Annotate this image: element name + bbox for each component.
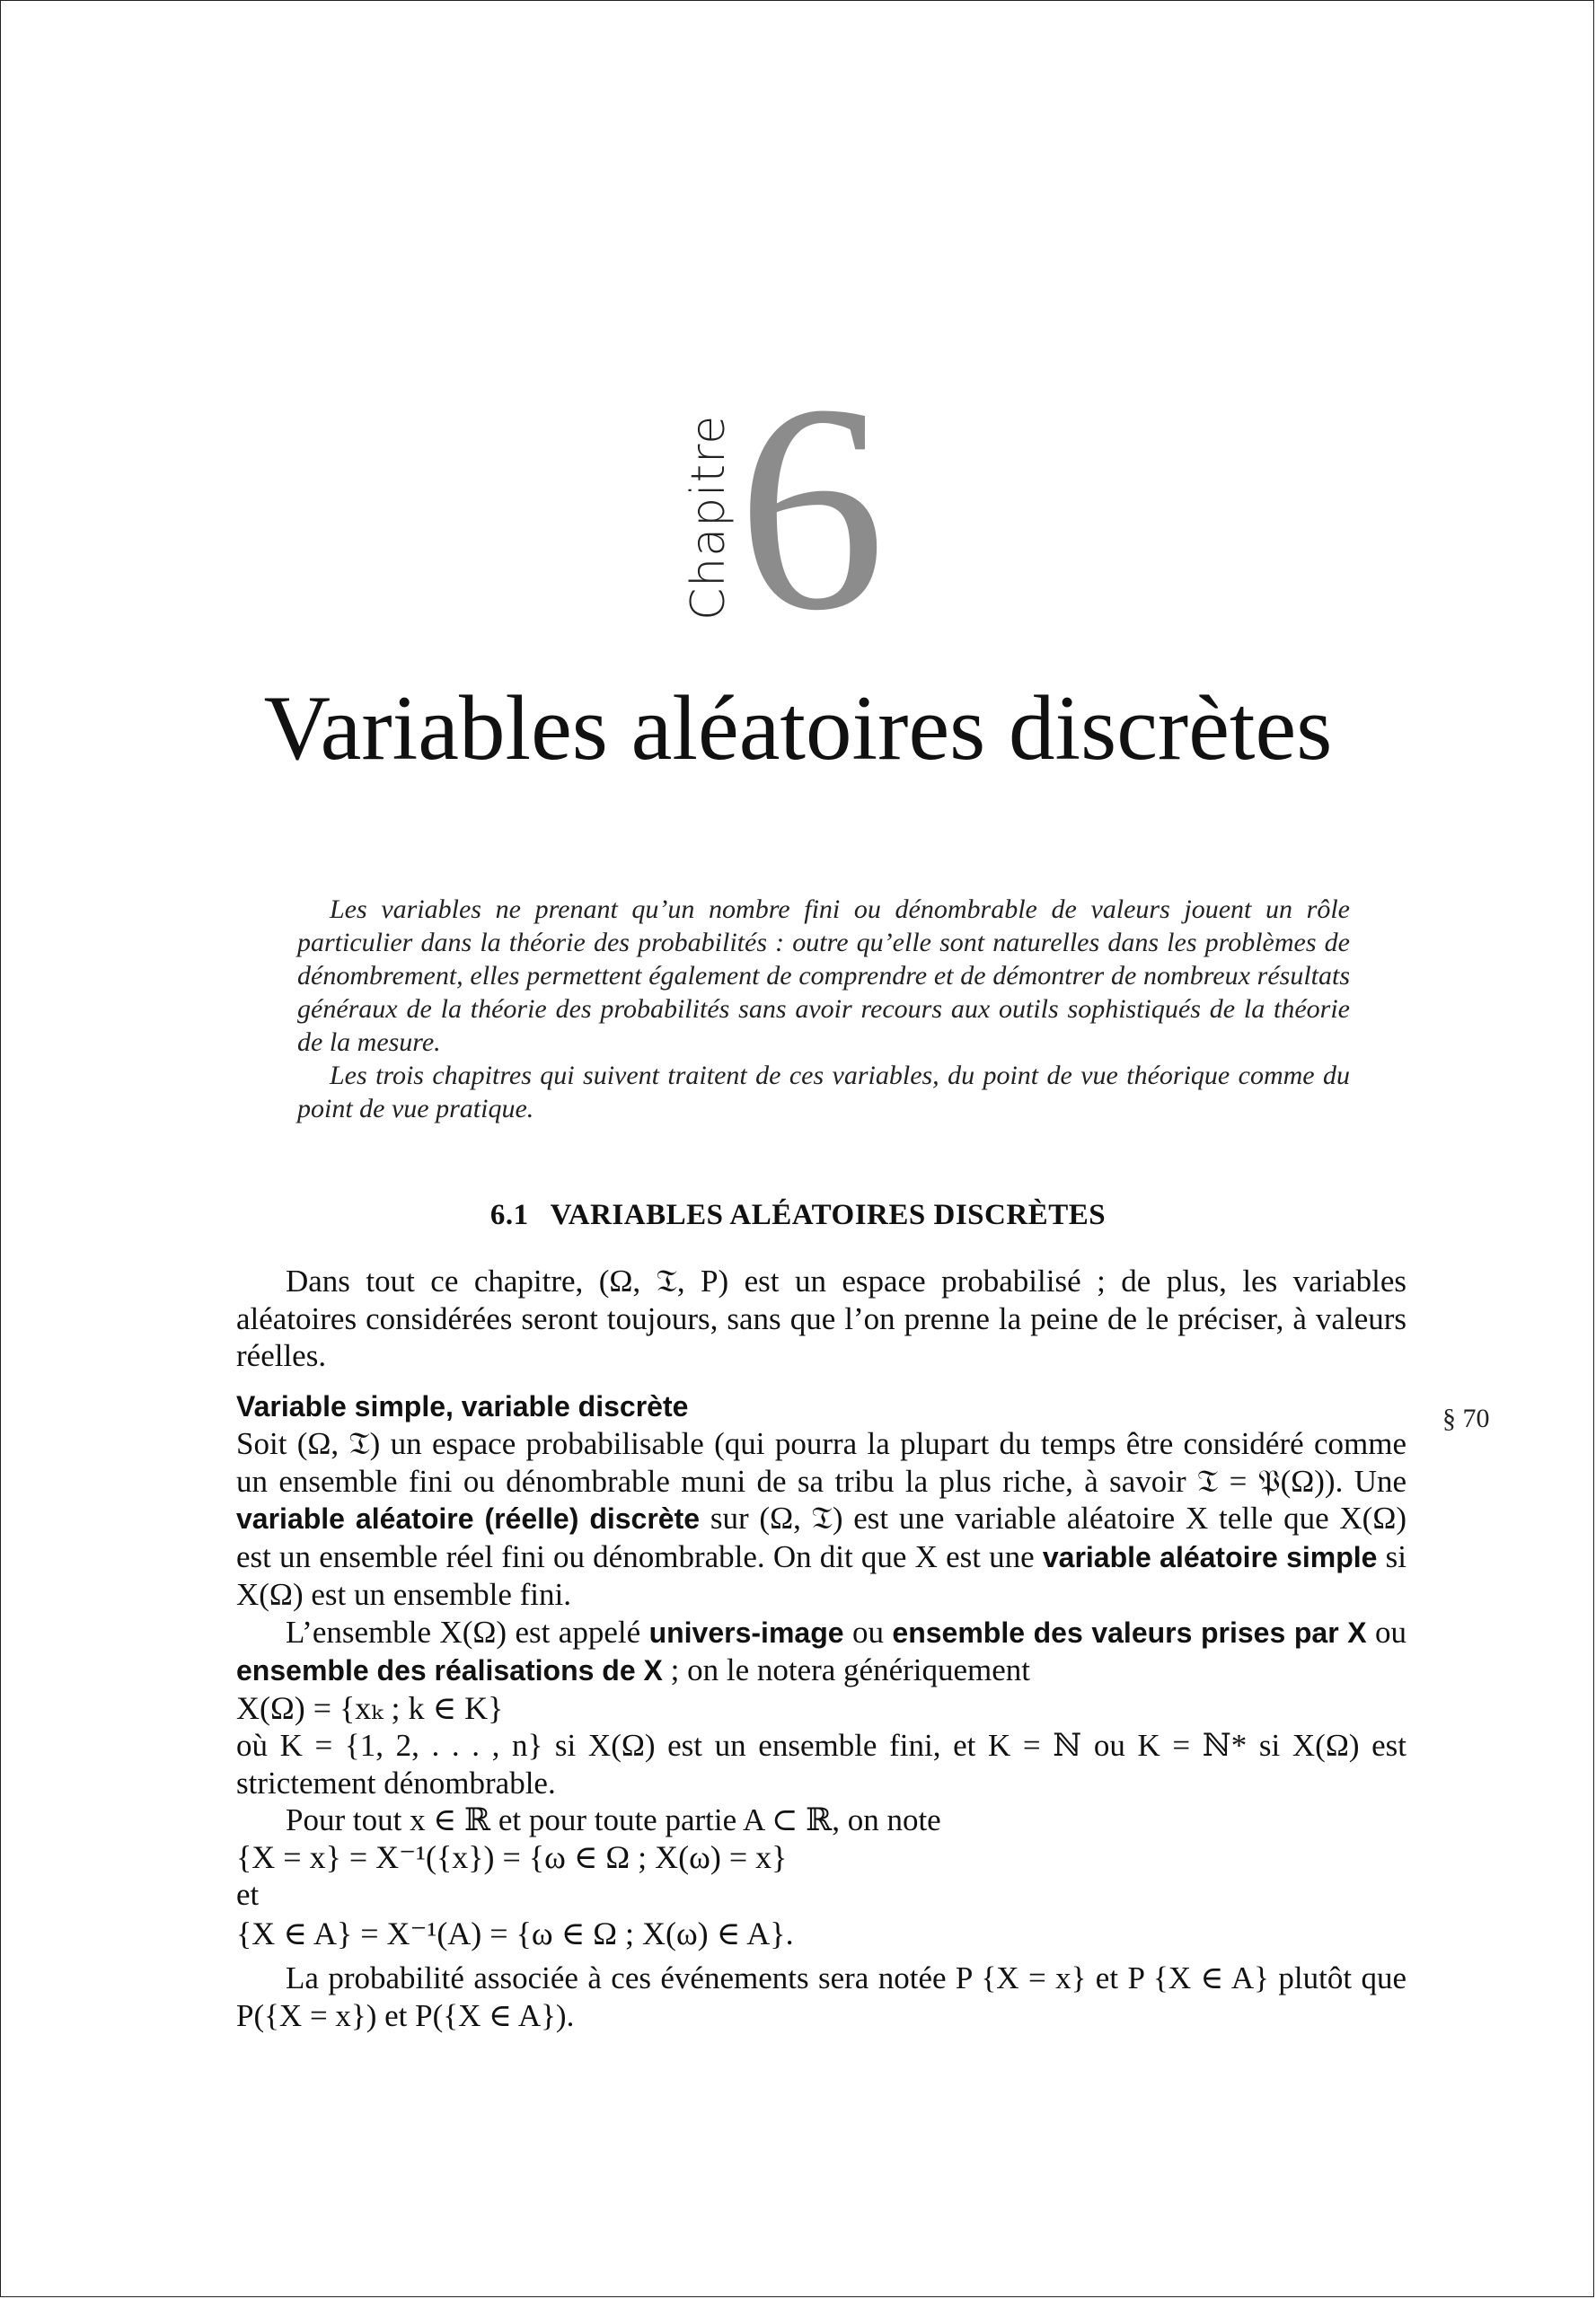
universe-text-2: ou [843,1614,893,1650]
intro-paragraph: Dans tout ce chapitre, (Ω, 𝔗, P) est un espace probabilisé ; de plus, les variables aléatoires considérées seront toujours, sans que l’on prenne la peine de le préciser, à valeurs réelles. [236,1264,1406,1373]
margin-reference: § 70 [1442,1404,1490,1433]
term-univers-image: univers-image [648,1616,844,1649]
probability-text-3: . [566,1997,575,2033]
body-text [236,1263,1406,2034]
chapter-label: Chapitre [682,414,736,621]
chapter-title: Variables aléatoires discrètes [263,677,1333,780]
section-title: VARIABLES ALÉATOIRES DISCRÈTES [550,1199,1107,1231]
probability-notation-2: P({X = x}) et P({X ∈ A}) [236,1997,567,2033]
for-all-paragraph: Pour tout x ∈ ℝ et pour toute partie A ⊂ ℝ, on note [286,1802,941,1837]
section-number: 6.1 [489,1199,529,1231]
chapter-number: 6 [737,344,886,672]
universe-text-1: L’ensemble X(Ω) est appelé [286,1614,649,1650]
equation-preimage-set: {X ∈ A} = X⁻¹(A) = {ω ∈ Ω ; X(ω) ∈ A}. [236,1915,794,1951]
subheading-text: Variable simple, variable discrète [236,1389,689,1423]
conjunction-text: et [236,1877,260,1912]
abstract-paragraph-2: Les trois chapitres qui suivent traitent de ces variables, du point de vue théorique comme du point de vue pratique. [297,1061,1350,1123]
term-discrete-variable: variable aléatoire (réelle) discrète [236,1502,701,1535]
definition-text-3: si X(Ω) est un ensemble fini. [236,1538,1406,1612]
equation-preimage-point: {X = x} = X⁻¹({x}) = {ω ∈ Ω ; X(ω) = x} [236,1838,788,1875]
section-heading [1,1199,1595,1232]
subheading [236,1387,1406,1426]
abstract-paragraph-1: Les variables ne prenant qu’un nombre fini ou dénombrable de valeurs jouent un rôle particulier dans la théorie des probabilités : outre qu’elle sont naturelles dans les problèmes de dénombrement, elles permettent également de comprendre et de démontrer de nombreux résultats généraux de la théorie des probabilités sans avoir recours aux outils sophistiqués de la théorie de la mesure. [297,894,1350,1057]
universe-text-4: ; on le notera génériquement [662,1652,1031,1687]
universe-paragraph [236,1614,1406,1690]
universe-text-3: ou [1366,1614,1406,1650]
probability-notation-1: P {X = x} et P {X ∈ A} [955,1960,1269,1995]
term-values-set: ensemble des valeurs prises par X [892,1616,1367,1649]
definition-text-1: Soit (Ω, 𝔗) un espace probabilisable (qui pourra la plupart du temps être considéré comme un ensemble fini ou dénombrable muni de sa tribu la plus riche, à savoir 𝔗 = 𝔓(Ω)). Une [236,1426,1406,1499]
term-simple-variable: variable aléatoire simple [1042,1540,1378,1573]
probability-text-1: La probabilité associée à ces événements sera notée [286,1960,956,1995]
chapter-abstract [297,893,1350,1125]
probability-paragraph [236,1960,1406,2034]
probability-text-2: plutôt que [1268,1960,1406,1995]
equation-image-set: X(Ω) = {xₖ ; k ∈ K} [236,1689,504,1726]
definition-paragraph [236,1425,1406,1614]
where-paragraph: où K = {1, 2, . . . , n} si X(Ω) est un ensemble fini, et K = ℕ ou K = ℕ* si X(Ω) est strictement dénombrable. [236,1728,1406,1801]
definition-text-2: sur (Ω, 𝔗) est une variable aléatoire X telle que X(Ω) est un ensemble réel fini ou dénombrable. On dit que X est une [236,1501,1407,1574]
term-realisations-set: ensemble des réalisations de X [236,1654,663,1687]
